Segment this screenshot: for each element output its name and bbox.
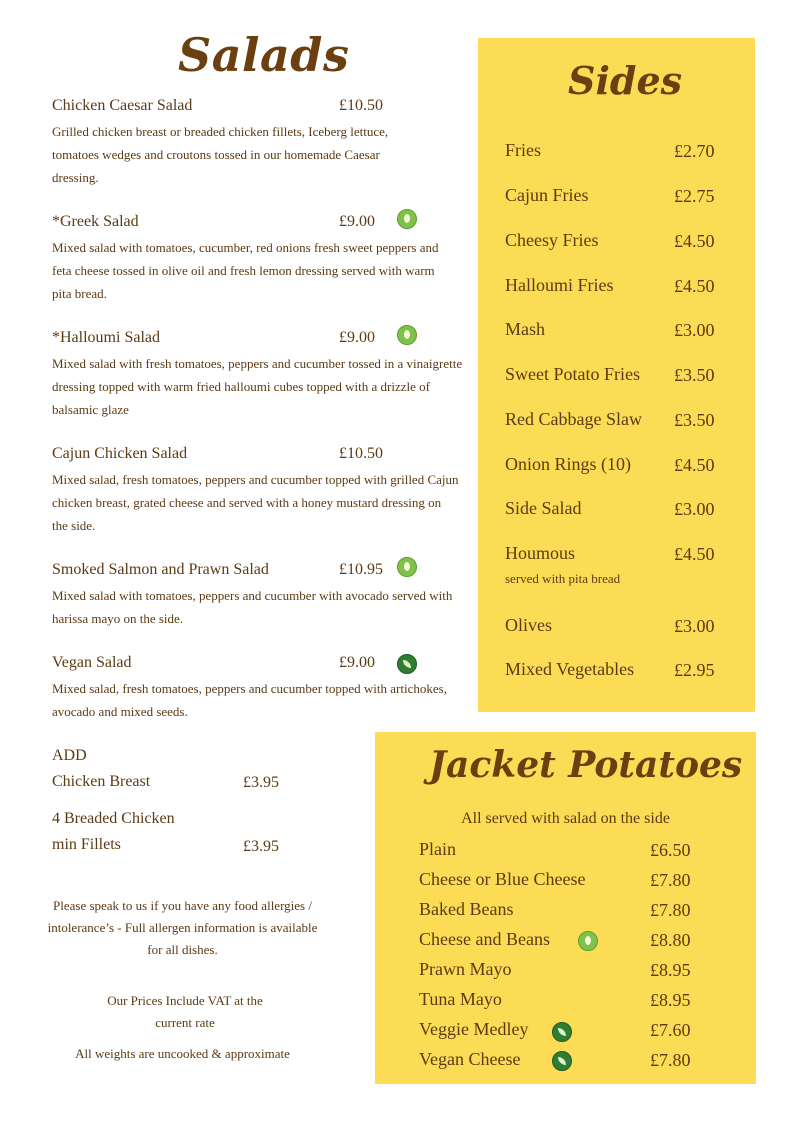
- side-price: £3.50: [674, 365, 715, 385]
- jacket-item-name: Plain: [419, 839, 457, 859]
- side-name: Sweet Potato Fries: [505, 364, 640, 384]
- side-price: £2.95: [674, 660, 715, 680]
- salad-price: £10.50: [339, 445, 383, 462]
- salad-description: Mixed salad with tomatoes, cucumber, red onions fresh sweet peppers and feta cheese tossed in olive oil and fresh lemon dressing served with warm pita bread.: [52, 240, 439, 301]
- jacket-item-price: £8.80: [650, 930, 691, 950]
- jacket-item-price: £7.60: [650, 1020, 691, 1040]
- jacket-item-price: £7.80: [650, 870, 691, 890]
- salad-name: Cajun Chicken Salad: [52, 445, 188, 462]
- add-item-price: £3.95: [243, 774, 279, 791]
- jacket-item-name: Prawn Mayo: [419, 959, 512, 979]
- jacket-potatoes-panel: [375, 732, 756, 1084]
- vegetarian-icon: [397, 557, 417, 577]
- side-name: Halloumi Fries: [505, 275, 614, 295]
- jacket-item-price: £8.95: [650, 960, 691, 980]
- side-name: Houmous: [505, 543, 576, 563]
- side-price: £2.75: [674, 186, 715, 206]
- vegan-icon: [552, 1022, 572, 1042]
- side-subtext: served with pita bread: [505, 571, 621, 586]
- salad-description: Mixed salad with fresh tomatoes, peppers and cucumber tossed in a vinaigrette dressing topped with warm fried halloumi cubes topped with a drizzle of balsamic glaze: [52, 356, 463, 417]
- side-name: Cajun Fries: [505, 185, 589, 205]
- add-heading: ADD: [52, 747, 87, 764]
- jacket-item-name: Baked Beans: [419, 899, 514, 919]
- salad-description: Mixed salad with tomatoes, peppers and cucumber with avocado served with harissa mayo on the side.: [52, 588, 453, 626]
- sides-panel: [478, 38, 755, 712]
- salad-description: Mixed salad, fresh tomatoes, peppers and cucumber topped with artichokes, avocado and mixed seeds.: [52, 681, 447, 719]
- add-item-name: Chicken Breast: [52, 773, 151, 790]
- vegetarian-icon: [397, 325, 417, 345]
- salad-description: Grilled chicken breast or breaded chicken fillets, Iceberg lettuce, tomatoes wedges and croutons tossed in our homemade Caesar dressing.: [52, 124, 389, 185]
- side-price: £3.50: [674, 410, 715, 430]
- side-name: Olives: [505, 615, 552, 635]
- jacket-item-name: Vegan Cheese: [419, 1049, 521, 1069]
- side-name: Cheesy Fries: [505, 230, 599, 250]
- sides-title: Sides: [568, 58, 683, 103]
- side-price: £3.00: [674, 616, 715, 636]
- salad-name: Chicken Caesar Salad: [52, 97, 193, 114]
- salad-price: £9.00: [339, 329, 375, 346]
- salad-name: *Halloumi Salad: [52, 329, 160, 346]
- salad-price: £9.00: [339, 654, 375, 671]
- side-price: £3.00: [674, 320, 715, 340]
- jacket-item-name: Veggie Medley: [419, 1019, 529, 1039]
- side-name: Mash: [505, 319, 545, 339]
- jacket-item-price: £7.80: [650, 900, 691, 920]
- jacket-item-name: Tuna Mayo: [419, 989, 502, 1009]
- side-name: Mixed Vegetables: [505, 659, 635, 679]
- jacket-item-price: £6.50: [650, 840, 691, 860]
- side-price: £4.50: [674, 455, 715, 475]
- side-price: £4.50: [674, 231, 715, 251]
- salad-price: £9.00: [339, 213, 375, 230]
- salad-name: Vegan Salad: [52, 654, 132, 671]
- allergy-note: Please speak to us if you have any food allergies / intolerance’s - Full allergen information is available for all dishes.: [47, 898, 318, 957]
- add-item-price: £3.95: [243, 838, 279, 855]
- vegetarian-icon: [578, 931, 598, 951]
- side-price: £4.50: [674, 276, 715, 296]
- weights-note: All weights are uncooked & approximate: [75, 1046, 290, 1061]
- side-name: Onion Rings (10): [505, 454, 631, 474]
- side-name: Fries: [505, 140, 541, 160]
- add-item-name: 4 Breaded Chicken: [52, 810, 175, 827]
- salad-price: £10.95: [339, 561, 383, 578]
- vegetarian-icon: [397, 209, 417, 229]
- add-item-name: min Fillets: [52, 836, 121, 853]
- vegan-icon: [397, 654, 417, 674]
- jacket-item-price: £7.80: [650, 1050, 691, 1070]
- vat-note: Our Prices Include VAT at the current rate: [107, 993, 263, 1030]
- jacket-potatoes-title: Jacket Potatoes: [429, 744, 743, 786]
- salad-name: Smoked Salmon and Prawn Salad: [52, 561, 269, 578]
- jacket-item-name: Cheese or Blue Cheese: [419, 869, 586, 889]
- salads-title: Salads: [178, 28, 350, 82]
- side-price: £4.50: [674, 544, 715, 564]
- salad-price: £10.50: [339, 97, 383, 114]
- jacket-item-name: Cheese and Beans: [419, 929, 550, 949]
- jacket-item-price: £8.95: [650, 990, 691, 1010]
- side-price: £3.00: [674, 499, 715, 519]
- salad-name: *Greek Salad: [52, 213, 139, 230]
- side-price: £2.70: [674, 141, 715, 161]
- side-name: Red Cabbage Slaw: [505, 409, 642, 429]
- vegan-icon: [552, 1051, 572, 1071]
- jacket-potatoes-subtitle: All served with salad on the side: [461, 810, 670, 827]
- side-name: Side Salad: [505, 498, 582, 518]
- salad-description: Mixed salad, fresh tomatoes, peppers and cucumber topped with grilled Cajun chicken breast, grated cheese and served with a honey mustard dressing on the side.: [52, 472, 459, 533]
